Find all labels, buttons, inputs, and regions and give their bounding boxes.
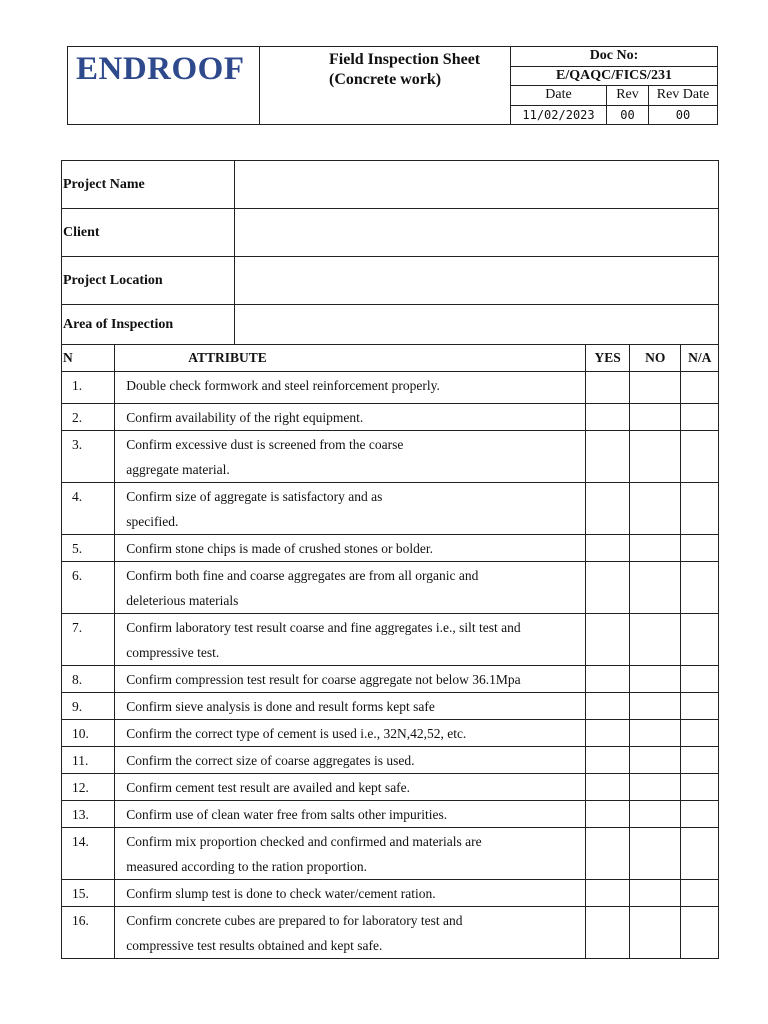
item-number: 13. <box>62 801 115 828</box>
area-of-inspection-label: Area of Inspection <box>62 305 235 345</box>
item-number: 7. <box>62 614 115 666</box>
yes-check-cell[interactable] <box>586 562 630 614</box>
yes-check-cell[interactable] <box>586 747 630 774</box>
na-check-cell[interactable] <box>681 404 719 431</box>
checklist-row <box>62 907 719 959</box>
checklist-row <box>62 880 719 907</box>
na-check-cell[interactable] <box>681 747 719 774</box>
item-attribute: Confirm both fine and coarse aggregates are from all organic and deleterious materials <box>115 562 586 614</box>
no-check-cell[interactable] <box>630 483 681 535</box>
rev-date-label: Rev Date <box>649 86 718 106</box>
na-check-cell[interactable] <box>681 801 719 828</box>
client-field[interactable] <box>235 209 719 257</box>
item-attribute: Confirm excessive dust is screened from the coarse aggregate material. <box>115 431 586 483</box>
na-check-cell[interactable] <box>681 372 719 404</box>
item-number: 10. <box>62 720 115 747</box>
yes-check-cell[interactable] <box>586 535 630 562</box>
checklist-row <box>62 693 719 720</box>
inspection-checklist <box>61 344 719 959</box>
item-number: 16. <box>62 907 115 959</box>
doc-info-cell <box>511 47 717 124</box>
rev-value: 00 <box>607 105 649 124</box>
item-number: 8. <box>62 666 115 693</box>
checklist-row <box>62 774 719 801</box>
yes-check-cell[interactable] <box>586 614 630 666</box>
item-attribute: Confirm cement test result are availed and kept safe. <box>115 774 586 801</box>
yes-check-cell[interactable] <box>586 372 630 404</box>
yes-check-cell[interactable] <box>586 907 630 959</box>
item-number: 12. <box>62 774 115 801</box>
yes-check-cell[interactable] <box>586 828 630 880</box>
yes-check-cell[interactable] <box>586 404 630 431</box>
yes-check-cell[interactable] <box>586 483 630 535</box>
no-check-cell[interactable] <box>630 666 681 693</box>
item-attribute: Confirm compression test result for coarse aggregate not below 36.1Mpa <box>115 666 586 693</box>
na-check-cell[interactable] <box>681 614 719 666</box>
item-number: 5. <box>62 535 115 562</box>
no-check-cell[interactable] <box>630 801 681 828</box>
yes-check-cell[interactable] <box>586 880 630 907</box>
checklist-row <box>62 614 719 666</box>
na-check-cell[interactable] <box>681 431 719 483</box>
date-label: Date <box>511 86 607 106</box>
item-number: 6. <box>62 562 115 614</box>
date-value: 11/02/2023 <box>522 107 595 122</box>
checklist-row <box>62 562 719 614</box>
col-header-n: N <box>62 345 115 372</box>
yes-check-cell[interactable] <box>586 720 630 747</box>
na-check-cell[interactable] <box>681 907 719 959</box>
item-number: 2. <box>62 404 115 431</box>
no-check-cell[interactable] <box>630 535 681 562</box>
col-header-no: NO <box>630 345 681 372</box>
item-attribute: Confirm stone chips is made of crushed stones or bolder. <box>115 535 586 562</box>
no-check-cell[interactable] <box>630 828 681 880</box>
checklist-body <box>62 372 719 959</box>
na-check-cell[interactable] <box>681 535 719 562</box>
project-location-field[interactable] <box>235 257 719 305</box>
no-check-cell[interactable] <box>630 774 681 801</box>
checklist-row <box>62 404 719 431</box>
checklist-row <box>62 535 719 562</box>
item-number: 14. <box>62 828 115 880</box>
yes-check-cell[interactable] <box>586 693 630 720</box>
doc-no-value: E/QAQC/FICS/231 <box>511 66 717 86</box>
yes-check-cell[interactable] <box>586 666 630 693</box>
item-number: 1. <box>62 372 115 404</box>
checklist-row <box>62 747 719 774</box>
document-title: Field Inspection Sheet <box>329 51 481 68</box>
company-logo: ENDROOF <box>76 51 245 87</box>
project-name-field[interactable] <box>235 161 719 209</box>
no-check-cell[interactable] <box>630 693 681 720</box>
item-attribute: Confirm the correct type of cement is used i.e., 32N,42,52, etc. <box>115 720 586 747</box>
checklist-row <box>62 666 719 693</box>
na-check-cell[interactable] <box>681 693 719 720</box>
yes-check-cell[interactable] <box>586 431 630 483</box>
item-number: 9. <box>62 693 115 720</box>
item-attribute: Confirm sieve analysis is done and result forms kept safe <box>115 693 586 720</box>
item-attribute: Confirm slump test is done to check water/cement ration. <box>115 880 586 907</box>
no-check-cell[interactable] <box>630 614 681 666</box>
col-header-yes: YES <box>586 345 630 372</box>
project-location-label: Project Location <box>62 257 235 305</box>
checklist-row <box>62 828 719 880</box>
project-name-label: Project Name <box>62 161 235 209</box>
doc-info-table <box>511 47 717 124</box>
checklist-row <box>62 720 719 747</box>
no-check-cell[interactable] <box>630 720 681 747</box>
no-check-cell[interactable] <box>630 404 681 431</box>
no-check-cell[interactable] <box>630 907 681 959</box>
na-check-cell[interactable] <box>681 828 719 880</box>
item-attribute: Confirm the correct size of coarse aggregates is used. <box>115 747 586 774</box>
rev-label: Rev <box>607 86 649 106</box>
na-check-cell[interactable] <box>681 774 719 801</box>
title-cell <box>260 47 511 124</box>
item-number: 4. <box>62 483 115 535</box>
checklist-row <box>62 372 719 404</box>
na-check-cell[interactable] <box>681 562 719 614</box>
item-attribute: Confirm availability of the right equipment. <box>115 404 586 431</box>
no-check-cell[interactable] <box>630 747 681 774</box>
item-attribute: Confirm concrete cubes are prepared to for laboratory test and compressive test results obtained and kept safe. <box>115 907 586 959</box>
item-number: 15. <box>62 880 115 907</box>
item-attribute: Confirm size of aggregate is satisfactory and as specified. <box>115 483 586 535</box>
item-attribute: Double check formwork and steel reinforcement properly. <box>115 372 586 404</box>
yes-check-cell[interactable] <box>586 801 630 828</box>
checklist-row <box>62 801 719 828</box>
na-check-cell[interactable] <box>681 720 719 747</box>
item-number: 3. <box>62 431 115 483</box>
na-check-cell[interactable] <box>681 666 719 693</box>
doc-no-label: Doc No: <box>511 47 717 66</box>
col-header-na: N/A <box>681 345 719 372</box>
checklist-row <box>62 431 719 483</box>
checklist-row <box>62 483 719 535</box>
na-check-cell[interactable] <box>681 483 719 535</box>
col-header-attribute: ATTRIBUTE <box>115 345 586 372</box>
item-attribute: Confirm mix proportion checked and confirmed and materials are measured according to the ration proportion. <box>115 828 586 880</box>
client-label: Client <box>62 209 235 257</box>
item-attribute: Confirm laboratory test result coarse and fine aggregates i.e., silt test and compressive test. <box>115 614 586 666</box>
item-attribute: Confirm use of clean water free from salts other impurities. <box>115 801 586 828</box>
no-check-cell[interactable] <box>630 372 681 404</box>
no-check-cell[interactable] <box>630 880 681 907</box>
area-of-inspection-field[interactable] <box>235 305 719 345</box>
rev-date-value: 00 <box>649 105 718 124</box>
logo-cell <box>68 47 260 124</box>
yes-check-cell[interactable] <box>586 774 630 801</box>
document-subtitle: (Concrete work) <box>329 71 442 88</box>
item-number: 11. <box>62 747 115 774</box>
na-check-cell[interactable] <box>681 880 719 907</box>
document-header <box>67 46 718 125</box>
no-check-cell[interactable] <box>630 431 681 483</box>
project-info-table <box>61 160 719 345</box>
no-check-cell[interactable] <box>630 562 681 614</box>
